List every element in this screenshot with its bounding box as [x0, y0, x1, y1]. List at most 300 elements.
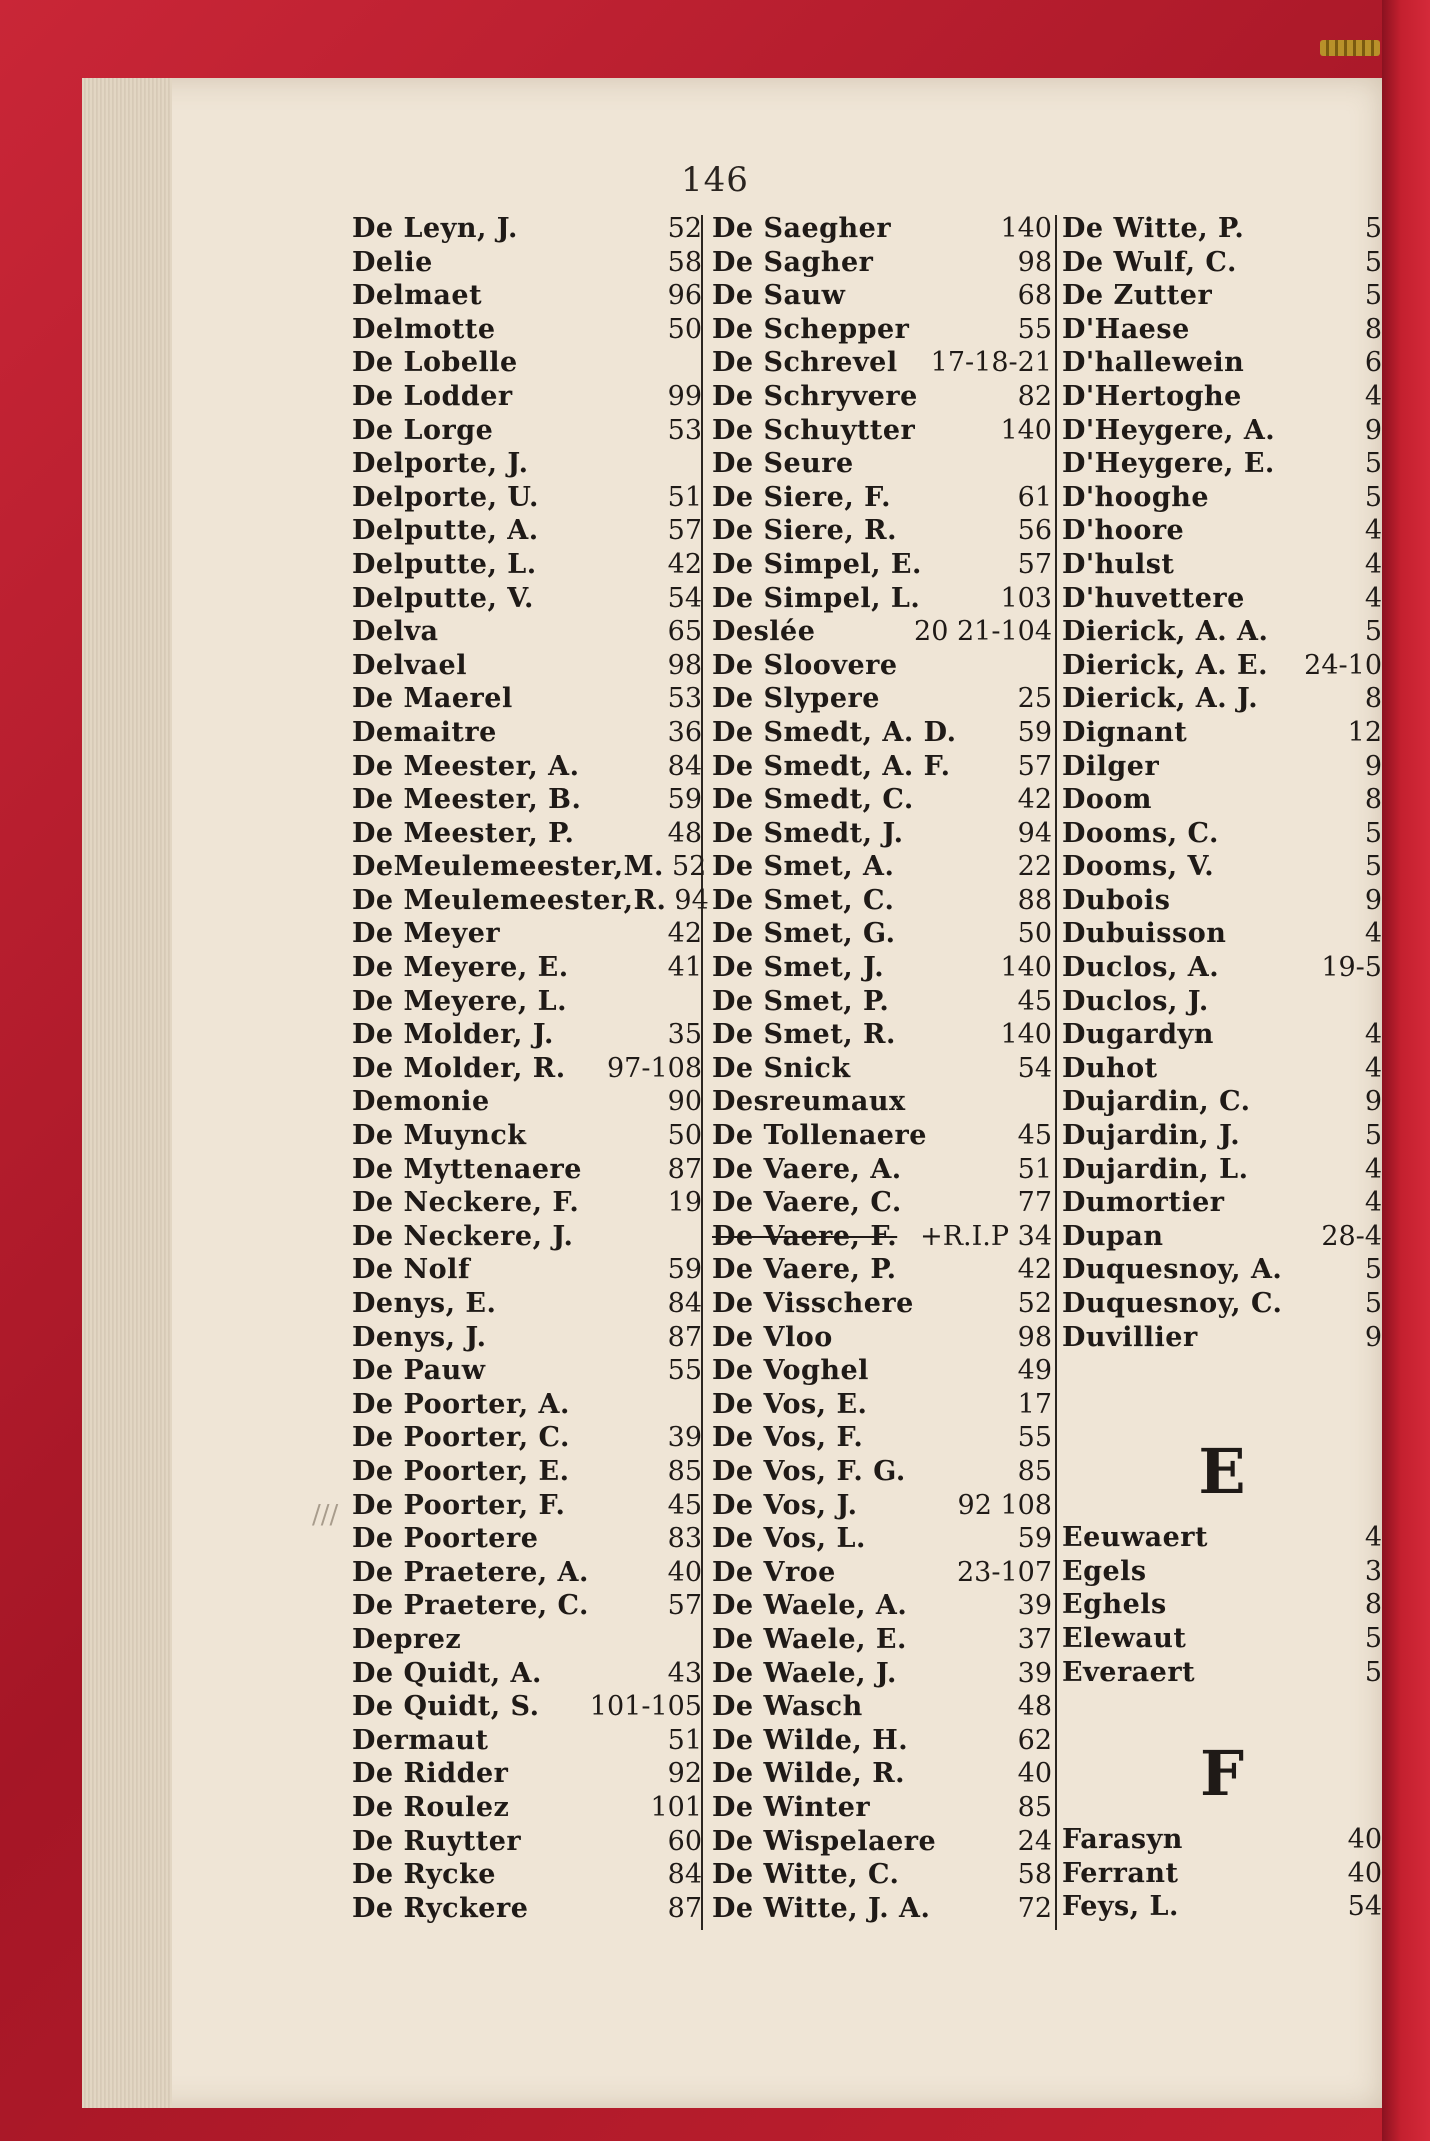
entry-page-number: 55 [1017, 1422, 1052, 1454]
index-entry [712, 1455, 1052, 1489]
index-entry [712, 1018, 1052, 1052]
entry-page-number: 48 [1017, 1691, 1052, 1723]
index-entry [1062, 985, 1382, 1019]
entry-page-number: 57 [667, 1590, 702, 1622]
entry-page-number: 5 [1364, 280, 1382, 312]
index-entry [712, 1858, 1052, 1892]
pencil-annotation: /// [312, 1500, 339, 1530]
entry-page-number: 5 [1364, 448, 1382, 480]
entry-page-number: 8 [1364, 784, 1382, 816]
index-entry [1062, 1622, 1382, 1656]
entry-page-number: 4 [1364, 1019, 1382, 1051]
entry-name: De Simpel, E. [712, 548, 922, 580]
entry-page-number: 57 [1017, 548, 1052, 580]
index-entry [1062, 212, 1382, 246]
entry-page-number: 82 [1017, 380, 1052, 412]
entry-page-number: 25 [1017, 683, 1052, 715]
index-entry [352, 1690, 702, 1724]
entry-page-number: 5 [1364, 616, 1382, 648]
entry-page-number: 8 [1364, 683, 1382, 715]
entry-name: D'hallewein [1062, 347, 1245, 379]
index-entry [352, 682, 702, 716]
entry-name: De Wasch [712, 1691, 863, 1723]
entry-page-number: 45 [1017, 1120, 1052, 1152]
entry-page-number: 4 [1364, 1187, 1382, 1219]
index-entry [712, 850, 1052, 884]
entry-page-number: 61 [1017, 481, 1052, 513]
entry-page-number: 101 [650, 1791, 702, 1823]
entry-name: De Wulf, C. [1062, 246, 1237, 278]
index-entry [1062, 1253, 1382, 1287]
index-entry [712, 1522, 1052, 1556]
index-entry [1062, 1823, 1382, 1857]
index-entry [1062, 380, 1382, 414]
entry-name: De Vaere, F. [712, 1220, 898, 1252]
entry-page-number: 49 [1017, 1355, 1052, 1387]
entry-page-number: 8 [1364, 1589, 1382, 1621]
entry-page-number: 83 [667, 1523, 702, 1555]
entry-page-number: 40 [1017, 1758, 1052, 1790]
index-entry [352, 716, 702, 750]
entry-page-number: 24-10 [1304, 649, 1382, 681]
entry-name: De Smet, G. [712, 918, 896, 950]
index-entry [712, 481, 1052, 515]
index-entry [1062, 447, 1382, 481]
entry-page-number: 92 [667, 1758, 702, 1790]
entry-page-number: 59 [667, 1254, 702, 1286]
entry-page-number: 103 [1000, 582, 1052, 614]
entry-name: De Meyer [352, 918, 501, 950]
index-column-1 [352, 212, 709, 1925]
index-entry [352, 1489, 702, 1523]
index-entry [1062, 279, 1382, 313]
entry-page-number: 54 [1347, 1891, 1382, 1923]
entry-name: De Waele, E. [712, 1623, 907, 1655]
index-entry [712, 1153, 1052, 1187]
index-entry [352, 884, 709, 918]
entry-name: Demaitre [352, 716, 497, 748]
index-entry [352, 985, 702, 1019]
entry-page-number: 87 [667, 1153, 702, 1185]
entry-page-number: 57 [667, 515, 702, 547]
entry-name: Duclos, J. [1062, 985, 1209, 1017]
index-entry [1062, 1521, 1382, 1555]
entry-page-number: 40 [667, 1556, 702, 1588]
entry-name: Denys, E. [352, 1288, 497, 1319]
entry-page-number: 56 [1017, 515, 1052, 547]
entry-name: Feys, L. [1062, 1891, 1179, 1923]
entry-page-number: 62 [1017, 1724, 1052, 1756]
entry-page-number: 43 [667, 1657, 702, 1689]
entry-page-number: 42 [667, 548, 702, 580]
entry-name: Eghels [1062, 1589, 1167, 1621]
index-entry [1062, 548, 1382, 582]
entry-name: De Smet, P. [712, 985, 890, 1017]
entry-page-number: 140 [1000, 952, 1052, 984]
index-entry [712, 1892, 1052, 1926]
index-entry [352, 1657, 702, 1691]
entry-name: Dumortier [1062, 1187, 1225, 1219]
index-entry [352, 246, 702, 280]
entry-page-number: 88 [1017, 884, 1052, 916]
index-entry [352, 1522, 702, 1556]
section-gap [1062, 1689, 1382, 1723]
entry-page-number: 39 [1017, 1590, 1052, 1622]
index-entry [712, 1657, 1052, 1691]
entry-name: Deslée [712, 616, 816, 648]
entry-page-number: 17 [1017, 1388, 1052, 1420]
entry-page-number: 5 [1364, 1254, 1382, 1286]
entry-name: D'Heygere, E. [1062, 448, 1275, 480]
entry-name: De Meester, B. [352, 784, 582, 816]
entry-name: Dujardin, C. [1062, 1086, 1251, 1118]
entry-name: Duclos, A. [1062, 952, 1220, 984]
entry-page-number: 41 [667, 952, 702, 984]
entry-name: Dermaut [352, 1724, 489, 1756]
entry-name: De Meyere, L. [352, 985, 568, 1017]
index-entry [712, 716, 1052, 750]
entry-page-number: 55 [1017, 313, 1052, 345]
entry-page-number: 59 [1017, 1523, 1052, 1555]
entry-page-number: 85 [667, 1455, 702, 1487]
entry-name: Dooms, C. [1062, 817, 1219, 849]
entry-page-number: 4 [1364, 918, 1382, 950]
entry-page-number: 20 21-104 [914, 616, 1052, 648]
entry-name: De Lorge [352, 414, 494, 446]
entry-name: Duquesnoy, A. [1062, 1254, 1283, 1286]
entry-name: De Waele, J. [712, 1657, 897, 1689]
entry-name: De Zutter [1062, 280, 1213, 312]
entry-name: De Poorter, A. [352, 1388, 570, 1420]
index-entry [352, 380, 702, 414]
entry-page-number: 50 [1017, 918, 1052, 950]
entry-page-number: 5 [1364, 246, 1382, 278]
entry-page-number: 5 [1364, 481, 1382, 513]
entry-page-number: 54 [667, 582, 702, 614]
entry-page-number: 4 [1364, 515, 1382, 547]
entry-page-number: 52 [667, 213, 702, 244]
entry-page-number: 5 [1364, 1288, 1382, 1319]
entry-name: De Smedt, C. [712, 784, 914, 816]
index-entry [712, 514, 1052, 548]
index-entry [352, 1455, 702, 1489]
entry-name: Dupan [1062, 1220, 1164, 1252]
index-entry [352, 615, 702, 649]
index-entry [1062, 1321, 1382, 1355]
index-entry [352, 1052, 702, 1086]
entry-name: De Sloovere [712, 649, 898, 681]
entry-name: De Smedt, J. [712, 817, 904, 849]
entry-name: Delva [352, 616, 439, 648]
entry-name: Elewaut [1062, 1622, 1187, 1654]
index-entry [352, 313, 702, 347]
index-entry [712, 246, 1052, 280]
page-edge-stack [82, 78, 172, 2108]
entry-page-number: 96 [667, 280, 702, 312]
entry-page-number: 94 [674, 884, 709, 916]
entry-name: De Slypere [712, 683, 880, 715]
entry-name: Eeuwaert [1062, 1522, 1209, 1554]
entry-name: Delporte, J. [352, 448, 529, 480]
entry-page-number: 45 [1017, 985, 1052, 1017]
entry-name: De Wilde, R. [712, 1758, 906, 1790]
index-entry [352, 1858, 702, 1892]
index-entry [712, 649, 1052, 683]
entry-page-number: 5 [1364, 851, 1382, 883]
index-entry [1062, 346, 1382, 380]
entry-page-number: 4 [1364, 1153, 1382, 1185]
index-entry [712, 1791, 1052, 1825]
entry-name: De Smet, R. [712, 1019, 896, 1051]
index-entry [352, 1388, 702, 1422]
index-entry [712, 1757, 1052, 1791]
index-entry [352, 346, 702, 380]
entry-name: De Wispelaere [712, 1825, 937, 1857]
entry-name: De Wilde, H. [712, 1724, 909, 1756]
index-entry [1062, 1119, 1382, 1153]
entry-page-number: 65 [667, 616, 702, 648]
index-entry [712, 682, 1052, 716]
index-entry [352, 548, 702, 582]
entry-name: De Schryvere [712, 380, 918, 412]
entry-name: Dujardin, L. [1062, 1153, 1249, 1185]
entry-page-number: 5 [1364, 817, 1382, 849]
entry-page-number: 45 [667, 1489, 702, 1521]
entry-page-number: 50 [667, 1120, 702, 1152]
entry-name: De Rycke [352, 1859, 496, 1891]
entry-name: D'hoore [1062, 515, 1185, 547]
index-entry [352, 1791, 702, 1825]
index-entry [352, 951, 702, 985]
index-entry [712, 313, 1052, 347]
entry-page-number: 51 [667, 481, 702, 513]
index-entry [712, 783, 1052, 817]
index-entry [712, 1388, 1052, 1422]
entry-page-number: 39 [1017, 1657, 1052, 1689]
index-entry [352, 850, 707, 884]
entry-page-number: 58 [1017, 1859, 1052, 1891]
index-entry [712, 1825, 1052, 1859]
entry-name: De Lodder [352, 380, 513, 412]
index-entry [1062, 1085, 1382, 1119]
entry-name: Doom [1062, 784, 1153, 816]
index-entry [712, 1724, 1052, 1758]
index-entry [352, 917, 702, 951]
entry-page-number: 72 [1017, 1892, 1052, 1924]
index-entry [1062, 1857, 1382, 1891]
entry-page-number: 101-105 [589, 1691, 702, 1723]
entry-page-number: 60 [667, 1825, 702, 1857]
entry-page-number: 37 [1017, 1623, 1052, 1655]
entry-name: De Molder, R. [352, 1052, 566, 1084]
entry-name: De Leyn, J. [352, 213, 518, 244]
entry-page-number: 87 [667, 1321, 702, 1353]
entry-page-number: 53 [667, 414, 702, 446]
index-entry [712, 1220, 1052, 1254]
entry-page-number: 24 [1017, 1825, 1052, 1857]
entry-page-number: 9 [1364, 884, 1382, 916]
index-entry [352, 279, 702, 313]
index-entry [712, 917, 1052, 951]
index-entry [352, 817, 702, 851]
entry-page-number: 59 [667, 784, 702, 816]
index-entry [712, 1085, 1052, 1119]
entry-name: De Vaere, A. [712, 1153, 902, 1185]
entry-page-number: 59 [1017, 716, 1052, 748]
bookmark-ribbon [1320, 40, 1380, 56]
entry-name: De Vroe [712, 1556, 836, 1588]
entry-page-number: 5 [1364, 1656, 1382, 1688]
entry-page-number: 98 [667, 649, 702, 681]
index-entry [1062, 481, 1382, 515]
section-gap [1062, 1354, 1382, 1421]
entry-page-number: 140 [1000, 1019, 1052, 1051]
entry-name: D'Hertoghe [1062, 380, 1242, 412]
entry-name: De Schrevel [712, 347, 898, 379]
index-entry [352, 1018, 702, 1052]
entry-name: De Witte, P. [1062, 213, 1245, 244]
entry-page-number: 85 [1017, 1455, 1052, 1487]
index-entry [352, 1892, 702, 1926]
index-entry [352, 1153, 702, 1187]
entry-name: De Myttenaere [352, 1153, 582, 1185]
entry-name: Delmotte [352, 313, 496, 345]
entry-page-number: 57 [1017, 750, 1052, 782]
entry-name: De Molder, J. [352, 1019, 554, 1051]
index-entry [352, 1556, 702, 1590]
entry-page-number: 19-5 [1321, 952, 1382, 984]
entry-name: Farasyn [1062, 1824, 1183, 1856]
index-entry [1062, 414, 1382, 448]
entry-name: De Nolf [352, 1254, 471, 1286]
entry-name: De Winter [712, 1791, 871, 1823]
entry-name: D'Haese [1062, 313, 1190, 345]
index-entry [712, 548, 1052, 582]
entry-page-number: 51 [1017, 1153, 1052, 1185]
index-entry [352, 649, 702, 683]
index-entry [1062, 884, 1382, 918]
entry-name: De Praetere, C. [352, 1590, 589, 1622]
index-entry [352, 1354, 702, 1388]
index-entry [1062, 514, 1382, 548]
index-entry [352, 1757, 702, 1791]
entry-name: Dilger [1062, 750, 1160, 782]
entry-name: Dugardyn [1062, 1019, 1214, 1051]
index-entry [1062, 1890, 1382, 1924]
entry-page-number: 4 [1364, 582, 1382, 614]
index-entry [1062, 1287, 1382, 1321]
entry-name: Denys, J. [352, 1321, 487, 1353]
entry-name: D'hulst [1062, 548, 1175, 580]
entry-name: De Ryckere [352, 1892, 529, 1924]
index-entry [1062, 716, 1382, 750]
index-entry [1062, 1220, 1382, 1254]
index-entry [1062, 246, 1382, 280]
entry-name: De Lobelle [352, 347, 518, 379]
index-entry [1062, 783, 1382, 817]
entry-name: De Neckere, J. [352, 1220, 574, 1252]
entry-page-number: 87 [667, 1892, 702, 1924]
entry-name: De Vos, E. [712, 1388, 868, 1420]
section-f-entries [1062, 1823, 1382, 1924]
index-entry [1062, 1656, 1382, 1690]
index-entry [1062, 1052, 1382, 1086]
entry-page-number: 22 [1017, 851, 1052, 883]
index-entry [352, 783, 702, 817]
entry-name: Delputte, A. [352, 515, 539, 547]
entry-page-number: 17-18-21 [930, 347, 1052, 379]
index-entry [352, 514, 702, 548]
index-entry [712, 1354, 1052, 1388]
entry-page-number: 23-107 [956, 1556, 1052, 1588]
entry-page-number: 50 [667, 313, 702, 345]
entry-name: De Quidt, S. [352, 1691, 540, 1723]
entry-name: Deprez [352, 1623, 462, 1655]
index-entry [352, 1825, 702, 1859]
entry-name: Demonie [352, 1086, 490, 1118]
entry-page-number: 68 [1017, 280, 1052, 312]
entry-page-number: 58 [667, 246, 702, 278]
index-entry [352, 481, 702, 515]
index-entry [712, 279, 1052, 313]
section-d-continued [1062, 212, 1382, 1354]
index-entry [712, 615, 1052, 649]
index-entry [1062, 1555, 1382, 1589]
index-entry [712, 1052, 1052, 1086]
entry-name: Dubuisson [1062, 918, 1227, 950]
entry-name: Dierick, A. E. [1062, 649, 1269, 681]
entry-name: De Sagher [712, 246, 874, 278]
index-entry [1062, 615, 1382, 649]
index-entry [712, 884, 1052, 918]
entry-name: De Praetere, A. [352, 1556, 589, 1588]
index-entry [712, 817, 1052, 851]
entry-page-number: 5 [1364, 213, 1382, 244]
entry-page-number: 40 [1347, 1857, 1382, 1889]
entry-page-number: 9 [1364, 414, 1382, 446]
index-entry [712, 1186, 1052, 1220]
index-entry [1062, 1153, 1382, 1187]
entry-name: De Smet, A. [712, 851, 895, 883]
index-entry [712, 414, 1052, 448]
entry-name: De Ruytter [352, 1825, 522, 1857]
entry-name: De Muynck [352, 1120, 527, 1152]
entry-name: De Vos, F. G. [712, 1455, 906, 1487]
entry-page-number: 98 [1017, 246, 1052, 278]
index-entry [352, 447, 702, 481]
entry-page-number: 97-108 [606, 1052, 702, 1084]
entry-page-number: 39 [667, 1422, 702, 1454]
entry-name: Duvillier [1062, 1321, 1198, 1353]
entry-name: De Neckere, F. [352, 1187, 580, 1219]
index-entry [712, 447, 1052, 481]
entry-name: De Visschere [712, 1288, 914, 1319]
entry-name: DeMeulemeester,M. [352, 851, 664, 883]
entry-name: De Siere, F. [712, 481, 891, 513]
entry-name: De Waele, A. [712, 1590, 908, 1622]
index-entry [712, 1253, 1052, 1287]
entry-name: De Maerel [352, 683, 513, 715]
entry-name: Ferrant [1062, 1857, 1179, 1889]
index-entry [712, 985, 1052, 1019]
entry-name: De Siere, R. [712, 515, 897, 547]
entry-name: De Seure [712, 448, 854, 480]
entry-name: De Witte, J. A. [712, 1892, 931, 1924]
index-entry [352, 750, 702, 784]
entry-page-number: 84 [667, 1859, 702, 1891]
entry-name: De Witte, C. [712, 1859, 900, 1891]
entry-page-number: 8 [1364, 313, 1382, 345]
